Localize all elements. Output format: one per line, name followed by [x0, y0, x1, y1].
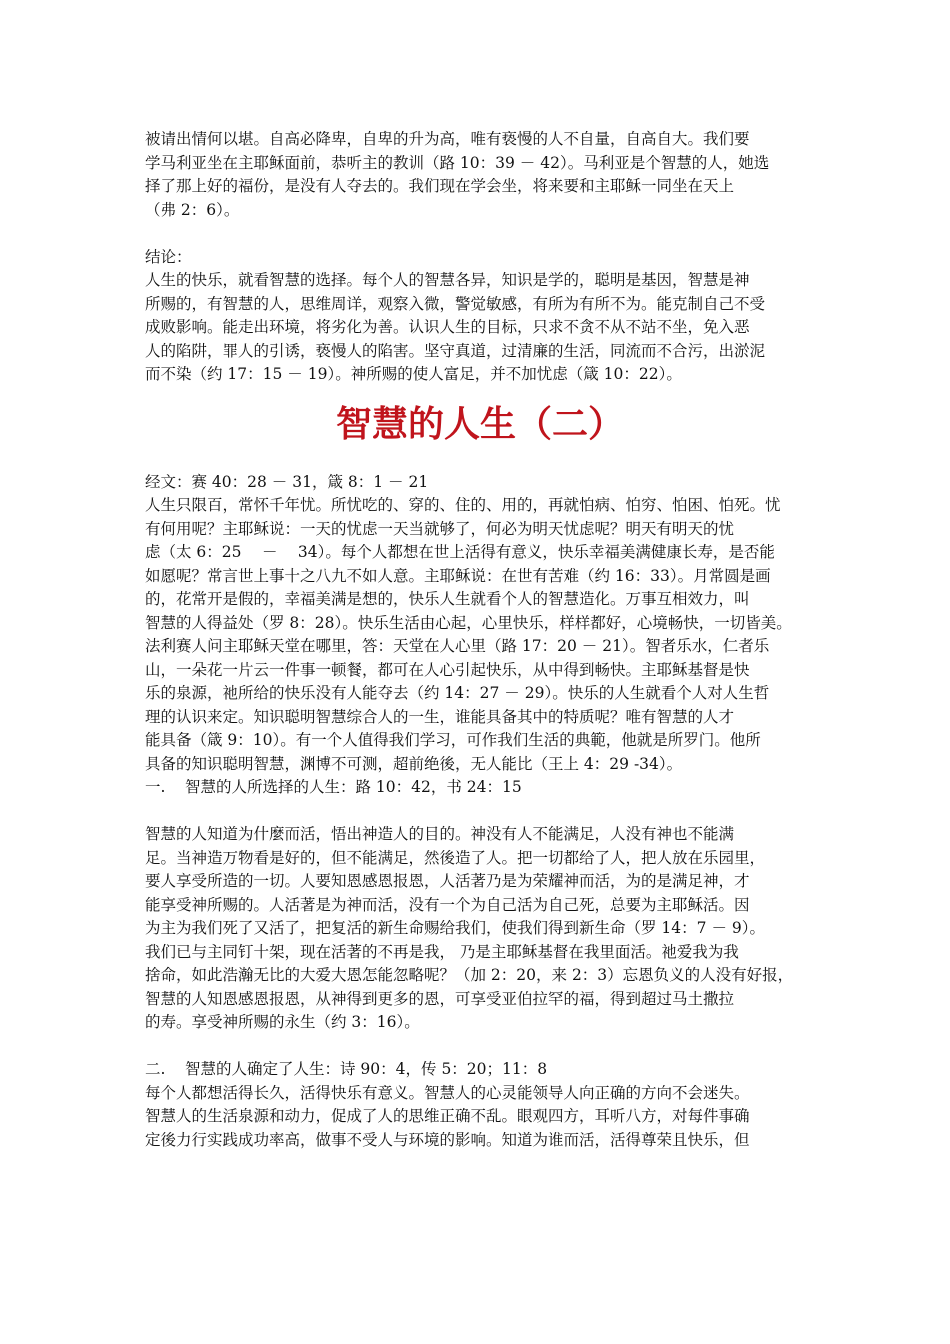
conclusion-label: 结论： [145, 247, 192, 266]
section-1-heading [145, 776, 815, 800]
text-line: 要人享受所造的一切。人要知恩感恩报恩，人活著乃是为荣耀神而活，为的是满足神，才 [145, 872, 750, 890]
text-line: 定後力行实践成功率高，做事不受人与环境的影响。知道为谁而活，活得尊荣且快乐，但 [145, 1130, 750, 1149]
text-line: 智慧的人得益处（罗 8：28）。快乐生活由心起，心里快乐，样样都好，心境畅快，一切皆美。 [145, 613, 792, 632]
text-line: 有何用呢？主耶稣说：一天的忧虑一天当就够了，何必为明天忧虑呢？明天有明天的忧 [145, 519, 735, 538]
document-page [145, 128, 815, 1152]
text-line: 能享受神所赐的。人活著是为神而活，没有一个为自己活为自己死，总要为主耶稣活。因 [145, 895, 750, 914]
text-line: 理的认识来定。知识聪明智慧综合人的一生，谁能具备其中的特质呢？唯有智慧的人才 [145, 707, 735, 726]
text-line: 法利赛人问主耶稣天堂在哪里，答：天堂在人心里（路 17：20 － 21）。智者乐水，仁者乐 [145, 637, 770, 655]
text-line: 为主为我们死了又活了，把复活的新生命赐给我们，使我们得到新生命（罗 14：7 － 9）。 [145, 919, 765, 937]
text-line: 智慧的人知恩感恩报恩，从神得到更多的恩，可享受亚伯拉罕的福，得到超过马土撒拉 [145, 989, 735, 1008]
text-line: 捨命，如此浩瀚无比的大爱大恩怎能忽略呢？（加 2：20，来 2：3）忘恩负义的人没有好报， [145, 966, 794, 984]
document-title: 智慧的人生（二） [335, 403, 624, 445]
text-line: （弗 2：6）。 [145, 200, 240, 219]
section-2-heading [145, 1058, 815, 1082]
blank-line [145, 1035, 815, 1059]
section-1-title: 智慧的人所选择的人生：路 10：42，书 24：15 [185, 778, 522, 796]
text-line: 乐的泉源，祂所给的快乐没有人能夺去（约 14：27 － 29）。快乐的人生就看个人对人生哲 [145, 684, 770, 702]
text-line: 被请出情何以堪。自高必降卑，自卑的升为高，唯有亵慢的人不自量，自高自大。我们要 [145, 130, 750, 148]
intro-paragraph [145, 494, 815, 776]
text-line: 如愿呢？常言世上事十之八九不如人意。主耶稣说：在世有苦难（约 16：33）。月常圆是画 [145, 566, 771, 585]
text-line: 择了那上好的福份，是没有人夺去的。我们现在学会坐，将来要和主耶稣一同坐在天上 [145, 177, 735, 195]
text-line: 虑（太 6：25 － 34）。每个人都想在世上活得有意义，快乐幸福美满健康长寿，是否能 [145, 543, 775, 561]
text-line: 的寿。享受神所赐的永生（约 3：16）。 [145, 1013, 420, 1031]
section-2-number: 二. [145, 1060, 166, 1078]
blank-line [145, 800, 815, 824]
blank-line [145, 222, 815, 246]
text-line: 能具备（箴 9：10）。有一个人值得我们学习，可作我们生活的典範，他就是所罗门。他所 [145, 731, 761, 749]
text-line: 所赐的，有智慧的人，思维周详，观察入微，警觉敏感，有所为有所不为。能克制自己不受 [145, 294, 766, 313]
conclusion-paragraph [145, 269, 815, 387]
section-2-title: 智慧的人确定了人生：诗 90：4，传 5：20；11：8 [185, 1060, 548, 1078]
text-line: 足。当神造万物看是好的，但不能满足，然後造了人。把一切都给了人，把人放在乐园里， [145, 848, 766, 867]
text-line: 的，花常开是假的，幸福美满是想的，快乐人生就看个人的智慧造化。万事互相效力，叫 [145, 590, 750, 608]
section-2-paragraph [145, 1082, 815, 1153]
text-line: 学马利亚坐在主耶稣面前，恭听主的教训（路 10：39 － 42）。马利亚是个智慧的人，她选 [145, 153, 770, 172]
text-line: 山，一朵花一片云一件事一顿餐，都可在人心引起快乐，从中得到畅快。主耶稣基督是快 [145, 660, 750, 679]
section-1-number: 一. [145, 778, 166, 796]
text-line: 我们已与主同钉十架，现在活著的不再是我， 乃是主耶稣基督在我里面活。祂爱我为我 [145, 942, 739, 961]
text-line: 智慧的人知道为什麼而活，悟出神造人的目的。神没有人不能满足，人没有神也不能满 [145, 825, 735, 843]
scripture-reference: 经文：赛 40：28 － 31，箴 8：1 － 21 [145, 472, 429, 491]
text-line: 人生的快乐，就看智慧的选择。每个人的智慧各异，知识是学的，聪明是基因，智慧是神 [145, 271, 750, 289]
section-1-paragraph [145, 823, 815, 1035]
text-line: 人生只限百，常怀千年忧。所忧吃的、穿的、住的、用的，再就怕病、怕穷、怕困、怕死。忧 [145, 496, 781, 514]
previous-paragraph [145, 128, 815, 222]
text-line: 而不染（约 17：15 － 19）。神所赐的使人富足，并不加忧虑（箴 10：22）。 [145, 365, 682, 383]
text-line: 成败影响。能走出环境，将劣化为善。认识人生的目标，只求不贪不从不站不坐，免入恶 [145, 318, 750, 336]
text-line: 具备的知识聪明智慧，渊博不可测，超前绝後，无人能比（王上 4：29 -34）。 [145, 754, 683, 773]
text-line: 每个人都想活得长久，活得快乐有意义。智慧人的心灵能领导人向正确的方向不会迷失。 [145, 1083, 750, 1102]
text-line: 人的陷阱，罪人的引诱，亵慢人的陷害。坚守真道，过清廉的生活，同流而不合污，出淤泥 [145, 341, 766, 360]
text-line: 智慧人的生活泉源和动力，促成了人的思维正确不乱。眼观四方，耳听八方，对每件事确 [145, 1107, 750, 1125]
